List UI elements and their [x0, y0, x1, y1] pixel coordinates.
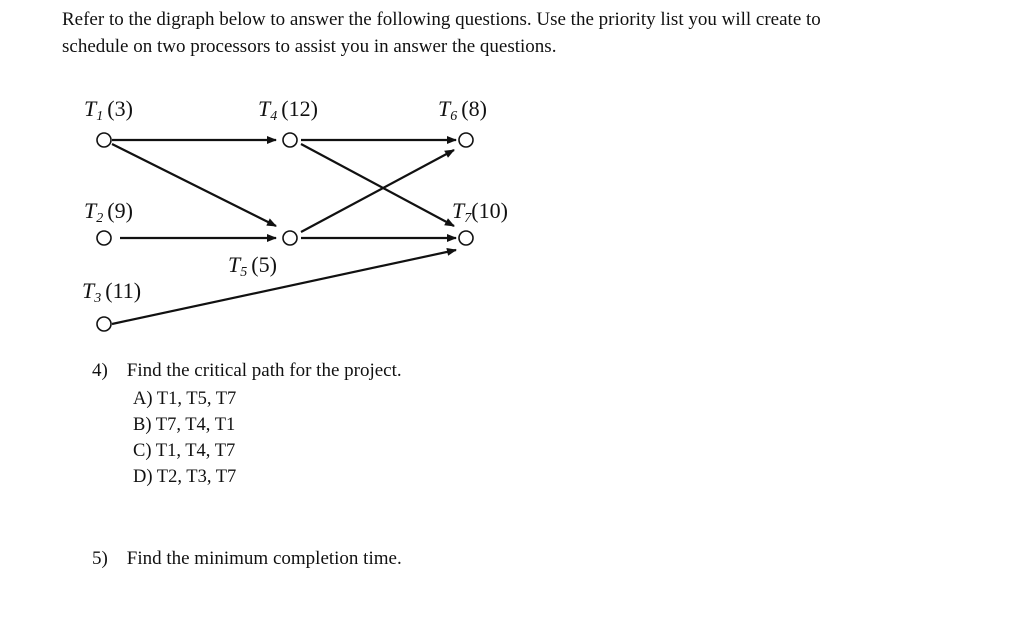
- label-t6: T6 (8): [438, 96, 487, 124]
- question-text: Find the critical path for the project.: [126, 360, 402, 381]
- question-4-options: [133, 386, 236, 490]
- label-t5: T5 (5): [228, 252, 277, 280]
- node-t1: [97, 133, 111, 147]
- nodes: [97, 133, 473, 331]
- edges: [112, 140, 456, 324]
- label-t7: T7(10): [452, 198, 508, 226]
- edge-t5-t6: [301, 150, 454, 232]
- node-t2: [97, 231, 111, 245]
- node-t4: [283, 133, 297, 147]
- node-t6: [459, 133, 473, 147]
- option-b: B) T7, T4, T1: [133, 415, 236, 435]
- label-t4: T4 (12): [258, 96, 318, 124]
- node-t5: [283, 231, 297, 245]
- question-4: [92, 358, 402, 384]
- intro-text: [62, 6, 982, 60]
- option-d: D) T2, T3, T7: [133, 467, 237, 487]
- question-number: 4): [92, 360, 108, 381]
- edge-t3-t7: [112, 250, 456, 324]
- label-t2: T2 (9): [84, 198, 133, 226]
- question-5: [92, 546, 402, 572]
- question-number: 5): [92, 548, 108, 569]
- label-t1: T1 (3): [84, 96, 133, 124]
- node-t7: [459, 231, 473, 245]
- edge-t1-t5: [112, 144, 276, 226]
- label-t3: T3 (11): [82, 278, 142, 306]
- option-c: C) T1, T4, T7: [133, 441, 236, 461]
- question-text: Find the minimum completion time.: [126, 548, 402, 569]
- option-a: A) T1, T5, T7: [133, 389, 237, 409]
- intro-line-1: Refer to the digraph below to answer the following questions. Use the priority list you will create to: [62, 9, 821, 30]
- digraph: [60, 88, 520, 348]
- node-t3: [97, 317, 111, 331]
- intro-line-2: schedule on two processors to assist you in answer the questions.: [62, 36, 557, 57]
- edge-t4-t7: [301, 144, 454, 226]
- node-labels: [82, 96, 508, 306]
